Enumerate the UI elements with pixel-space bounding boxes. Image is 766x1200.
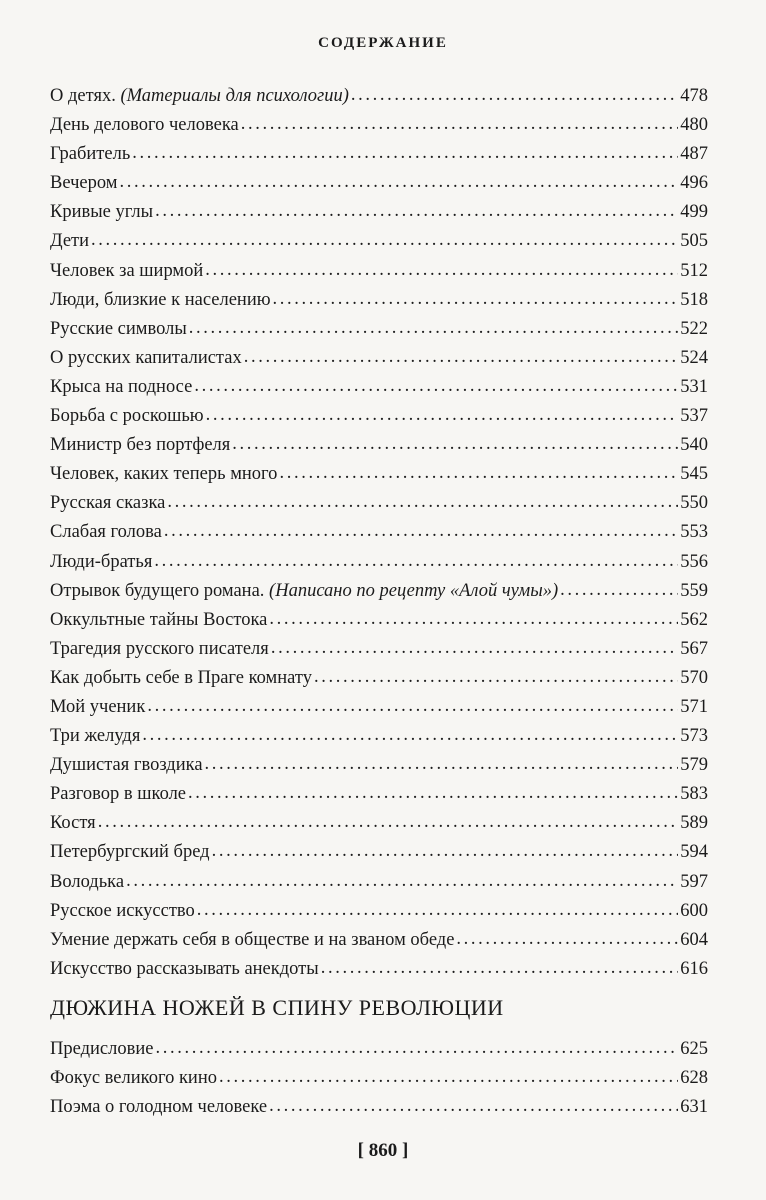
toc-entry bbox=[50, 926, 708, 955]
leader-dots bbox=[271, 634, 678, 663]
toc-entry-title: Как добыть себе в Праге комнату bbox=[50, 667, 312, 688]
leader-dots bbox=[119, 168, 678, 197]
leader-dots bbox=[219, 1063, 678, 1092]
toc-entry bbox=[50, 286, 708, 315]
toc-entry bbox=[50, 315, 708, 344]
toc-entry-page: 550 bbox=[680, 493, 708, 514]
leader-dots bbox=[206, 401, 679, 430]
leader-dots bbox=[456, 925, 678, 954]
toc-entry bbox=[50, 1035, 708, 1064]
leader-dots bbox=[147, 692, 678, 721]
toc-entry-title: Крыса на подносе bbox=[50, 376, 193, 397]
toc-entry-title: Мой ученик bbox=[50, 696, 146, 717]
toc-entry-title: Министр без портфеля bbox=[50, 435, 231, 456]
toc-entry bbox=[50, 780, 708, 809]
toc-entry bbox=[50, 897, 708, 926]
toc-entry-page: 518 bbox=[680, 289, 708, 310]
toc-entry-page: 573 bbox=[680, 726, 708, 747]
toc-entry bbox=[50, 82, 708, 111]
toc-entry-title: Три желудя bbox=[50, 726, 141, 747]
toc-entry bbox=[50, 373, 708, 402]
toc-entry-title: Оккультные тайны Востока bbox=[50, 609, 268, 630]
toc-entry bbox=[50, 635, 708, 664]
toc-entry bbox=[50, 1064, 708, 1093]
leader-dots bbox=[142, 721, 678, 750]
toc-entry-page: 537 bbox=[680, 406, 708, 427]
toc-entry-page: 522 bbox=[680, 318, 708, 339]
toc-entry-page: 597 bbox=[680, 871, 708, 892]
toc-entry-page: 478 bbox=[680, 86, 708, 106]
toc-entry-page: 589 bbox=[680, 813, 708, 834]
leader-dots bbox=[154, 547, 678, 576]
leader-dots bbox=[167, 488, 678, 517]
toc-entry-page: 480 bbox=[680, 115, 708, 136]
toc-entry bbox=[50, 489, 708, 518]
toc-entry-title: Русское искусство bbox=[50, 900, 195, 921]
leader-dots bbox=[126, 867, 678, 896]
toc-entry bbox=[50, 606, 708, 635]
toc-entry-title: Искусство рассказывать анекдоты bbox=[50, 958, 319, 979]
toc-entry-title: День делового человека bbox=[50, 115, 239, 136]
toc-entry-page: 499 bbox=[680, 202, 708, 223]
leader-dots bbox=[155, 1034, 678, 1063]
toc-entry-title: Дети bbox=[50, 231, 90, 252]
leader-dots bbox=[189, 314, 678, 343]
leader-dots bbox=[273, 285, 679, 314]
toc-entry bbox=[50, 460, 708, 489]
toc-entry-title: Костя bbox=[50, 813, 96, 834]
leader-dots bbox=[205, 750, 679, 779]
toc-entry-page: 496 bbox=[680, 173, 708, 194]
toc-entry-page: 625 bbox=[680, 1039, 708, 1059]
toc-entry bbox=[50, 227, 708, 256]
page-number: [ 860 ] bbox=[357, 1140, 409, 1161]
leader-dots bbox=[194, 372, 678, 401]
toc-entry-page: 631 bbox=[680, 1097, 708, 1118]
toc-entry-page: 616 bbox=[680, 958, 708, 979]
leader-dots bbox=[269, 1092, 678, 1121]
leader-dots bbox=[197, 896, 678, 925]
toc-entry-title: Человек, каких теперь много bbox=[50, 464, 278, 485]
toc-entry-page: 562 bbox=[680, 609, 708, 630]
leader-dots bbox=[132, 139, 678, 168]
toc-entry-page: 604 bbox=[680, 929, 708, 950]
toc-entry-title: Разговор в школе bbox=[50, 784, 187, 805]
toc-entry-page: 505 bbox=[680, 231, 708, 252]
leader-dots bbox=[244, 343, 679, 372]
toc-entry-title: Душистая гвоздика bbox=[50, 755, 203, 776]
leader-dots bbox=[212, 837, 679, 866]
toc-entry-page: 571 bbox=[680, 696, 708, 717]
toc-entry bbox=[50, 868, 708, 897]
toc-entry-page: 559 bbox=[680, 580, 708, 601]
toc-entry-title: Кривые углы bbox=[50, 202, 154, 223]
toc-entry bbox=[50, 344, 708, 373]
toc-entry bbox=[50, 257, 708, 286]
leader-dots bbox=[98, 808, 679, 837]
toc-entry-title: Грабитель bbox=[50, 144, 131, 165]
toc-entry bbox=[50, 431, 708, 460]
page-header: СОДЕРЖАНИЕ bbox=[318, 35, 448, 51]
leader-dots bbox=[560, 576, 678, 605]
toc-entry bbox=[50, 169, 708, 198]
toc-entry-title: Русские символы bbox=[50, 318, 187, 339]
leader-dots bbox=[91, 226, 678, 255]
toc-entry bbox=[50, 577, 708, 606]
section-toc-list bbox=[50, 1035, 708, 1122]
toc-entry bbox=[50, 518, 708, 547]
leader-dots bbox=[269, 605, 678, 634]
leader-dots bbox=[314, 663, 678, 692]
toc-entry-title: Слабая голова bbox=[50, 522, 162, 543]
toc-entry-title: Вечером bbox=[50, 173, 118, 194]
toc-entry bbox=[50, 548, 708, 577]
toc-entry bbox=[50, 838, 708, 867]
toc-entry-page: 594 bbox=[680, 842, 708, 863]
toc-entry-title: Предисловие bbox=[50, 1039, 154, 1059]
toc-entry-page: 531 bbox=[680, 376, 708, 397]
toc-entry-page: 553 bbox=[680, 522, 708, 543]
toc-entry-page: 628 bbox=[680, 1068, 708, 1089]
toc-entry-title: Русская сказка bbox=[50, 493, 166, 514]
toc-list bbox=[50, 82, 708, 984]
leader-dots bbox=[232, 430, 678, 459]
toc-entry-page: 524 bbox=[680, 347, 708, 368]
toc-entry-page: 512 bbox=[680, 260, 708, 281]
leader-dots bbox=[205, 256, 678, 285]
toc-entry-page: 600 bbox=[680, 900, 708, 921]
toc-entry-page: 567 bbox=[680, 638, 708, 659]
leader-dots bbox=[351, 81, 678, 110]
toc-entry-title: Фокус великого кино bbox=[50, 1068, 217, 1089]
leader-dots bbox=[164, 517, 678, 546]
toc-entry bbox=[50, 751, 708, 780]
toc-entry bbox=[50, 664, 708, 693]
leader-dots bbox=[241, 110, 679, 139]
toc-entry bbox=[50, 111, 708, 140]
leader-dots bbox=[321, 954, 679, 983]
toc-entry-title: Умение держать себя в обществе и на званом обеде bbox=[50, 929, 455, 950]
toc-entry-page: 487 bbox=[680, 144, 708, 165]
toc-entry-page: 570 bbox=[680, 667, 708, 688]
toc-entry-page: 545 bbox=[680, 464, 708, 485]
toc-entry-page: 540 bbox=[680, 435, 708, 456]
toc-entry bbox=[50, 955, 708, 984]
toc-entry bbox=[50, 140, 708, 169]
toc-entry-title: Петербургский бред bbox=[50, 842, 210, 863]
toc-entry-page: 579 bbox=[680, 755, 708, 776]
toc-entry bbox=[50, 722, 708, 751]
leader-dots bbox=[188, 779, 678, 808]
toc-entry bbox=[50, 809, 708, 838]
toc-entry-title: Люди-братья bbox=[50, 551, 153, 572]
toc-entry-title: О детях. (Материалы для психологии) bbox=[50, 86, 349, 106]
leader-dots bbox=[155, 197, 678, 226]
toc-entry-title: О русских капиталистах bbox=[50, 347, 242, 368]
toc-entry-title: Володька bbox=[50, 871, 125, 892]
toc-entry-title: Поэма о голодном человеке bbox=[50, 1097, 268, 1118]
toc-entry bbox=[50, 693, 708, 722]
leader-dots bbox=[279, 459, 678, 488]
toc-entry-title: Люди, близкие к населению bbox=[50, 289, 271, 310]
toc-entry-title: Трагедия русского писателя bbox=[50, 638, 269, 659]
toc-entry-title: Отрывок будущего романа. (Написано по рецепту «Алой чумы») bbox=[50, 580, 559, 601]
toc-entry bbox=[50, 402, 708, 431]
toc-entry-page: 583 bbox=[680, 784, 708, 805]
toc-entry-page: 556 bbox=[680, 551, 708, 572]
toc-entry-title: Борьба с роскошью bbox=[50, 406, 204, 427]
toc-entry bbox=[50, 1093, 708, 1122]
section-title: ДЮЖИНА НОЖЕЙ В СПИНУ РЕВОЛЮЦИИ bbox=[50, 995, 504, 1020]
toc-entry bbox=[50, 198, 708, 227]
toc-entry-title: Человек за ширмой bbox=[50, 260, 204, 281]
